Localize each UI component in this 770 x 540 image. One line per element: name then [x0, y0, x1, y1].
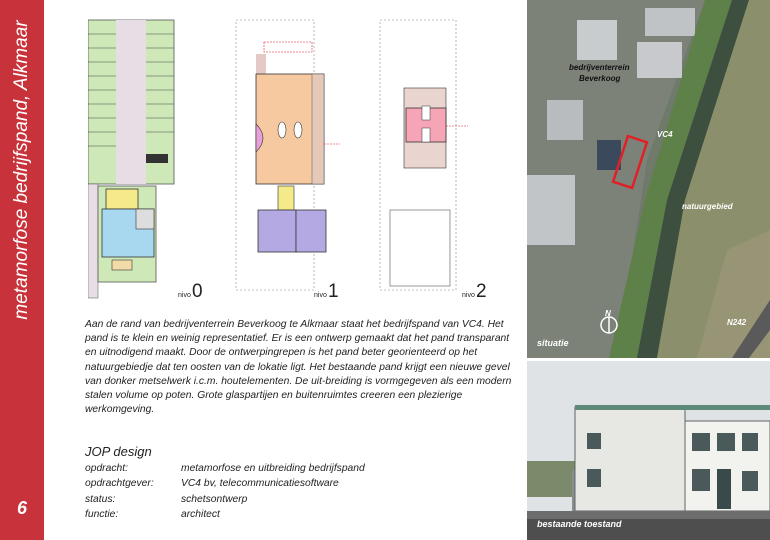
project-description: Aan de rand van bedrijventerrein Beverkoog te Alkmaar staat het bedrijfspand van VC4. Het pand is te klein en weinig representatief. Er is een ontwerp gemaakt dat het pand transparant en uitnodigend maakt. Door de ontwerpingrepen is het pand beter georienteerd op het natuurgebiedje dat ten oosten van de lokatie ligt. Het bestaande pand krijgt een nieuwe gevel van donker metselwerk i.c.m. houtelementen. De uit-breiding is vormgegeven als een modern stalen volume op poten. Grote glaspartijen en buitenruimtes creeren een plezierige werkomgeving. — [85, 319, 512, 416]
existing-building-photo — [527, 361, 770, 540]
aerial-situation-map — [527, 0, 770, 358]
info-key: functie: — [85, 508, 119, 520]
page-number: 6 — [16, 498, 27, 518]
level-2-number: 2 — [476, 281, 487, 302]
map-label-area-line1: bedrijventerrein — [569, 63, 630, 72]
floor-plans-drawing — [88, 14, 518, 304]
info-key: opdrachtgever: — [85, 478, 154, 490]
info-row — [85, 509, 365, 524]
project-info-table — [85, 463, 365, 524]
info-value: VC4 bv, telecommunicatiesoftware — [181, 478, 339, 490]
sidebar — [0, 0, 44, 540]
photo-caption: bestaande toestand — [537, 519, 622, 529]
level-1-number: 1 — [328, 281, 339, 302]
vertical-title: metamorfose bedrijfspand, Alkmaar — [11, 20, 32, 320]
map-label-vc4: VC4 — [657, 130, 673, 139]
jop-title: JOP design — [85, 444, 152, 459]
north-arrow-label: N — [605, 309, 611, 318]
plan-level-2 — [380, 20, 468, 290]
map-label-area-line2: Beverkoog — [579, 74, 621, 83]
building-photo-drawing — [527, 361, 770, 540]
level-0-number: 0 — [192, 281, 203, 302]
aerial-caption: situatie — [537, 338, 569, 348]
level-2-label: nivo — [462, 292, 475, 299]
info-row — [85, 494, 365, 509]
info-key: opdracht: — [85, 463, 128, 474]
aerial-map-drawing — [527, 0, 770, 358]
map-label-road: N242 — [727, 318, 747, 327]
floor-plans — [88, 14, 518, 304]
info-value: metamorfose en uitbreiding bedrijfspand — [181, 463, 365, 474]
plan-level-0 — [88, 20, 174, 298]
plan-level-1 — [236, 20, 340, 290]
info-key: status: — [85, 493, 116, 505]
level-0-label: nivo — [178, 292, 191, 299]
level-1-label: nivo — [314, 292, 327, 299]
info-value: schetsontwerp — [181, 493, 248, 505]
info-row — [85, 478, 365, 493]
map-label-nature: natuurgebied — [682, 202, 733, 211]
info-value: architect — [181, 508, 220, 520]
info-row — [85, 463, 365, 478]
